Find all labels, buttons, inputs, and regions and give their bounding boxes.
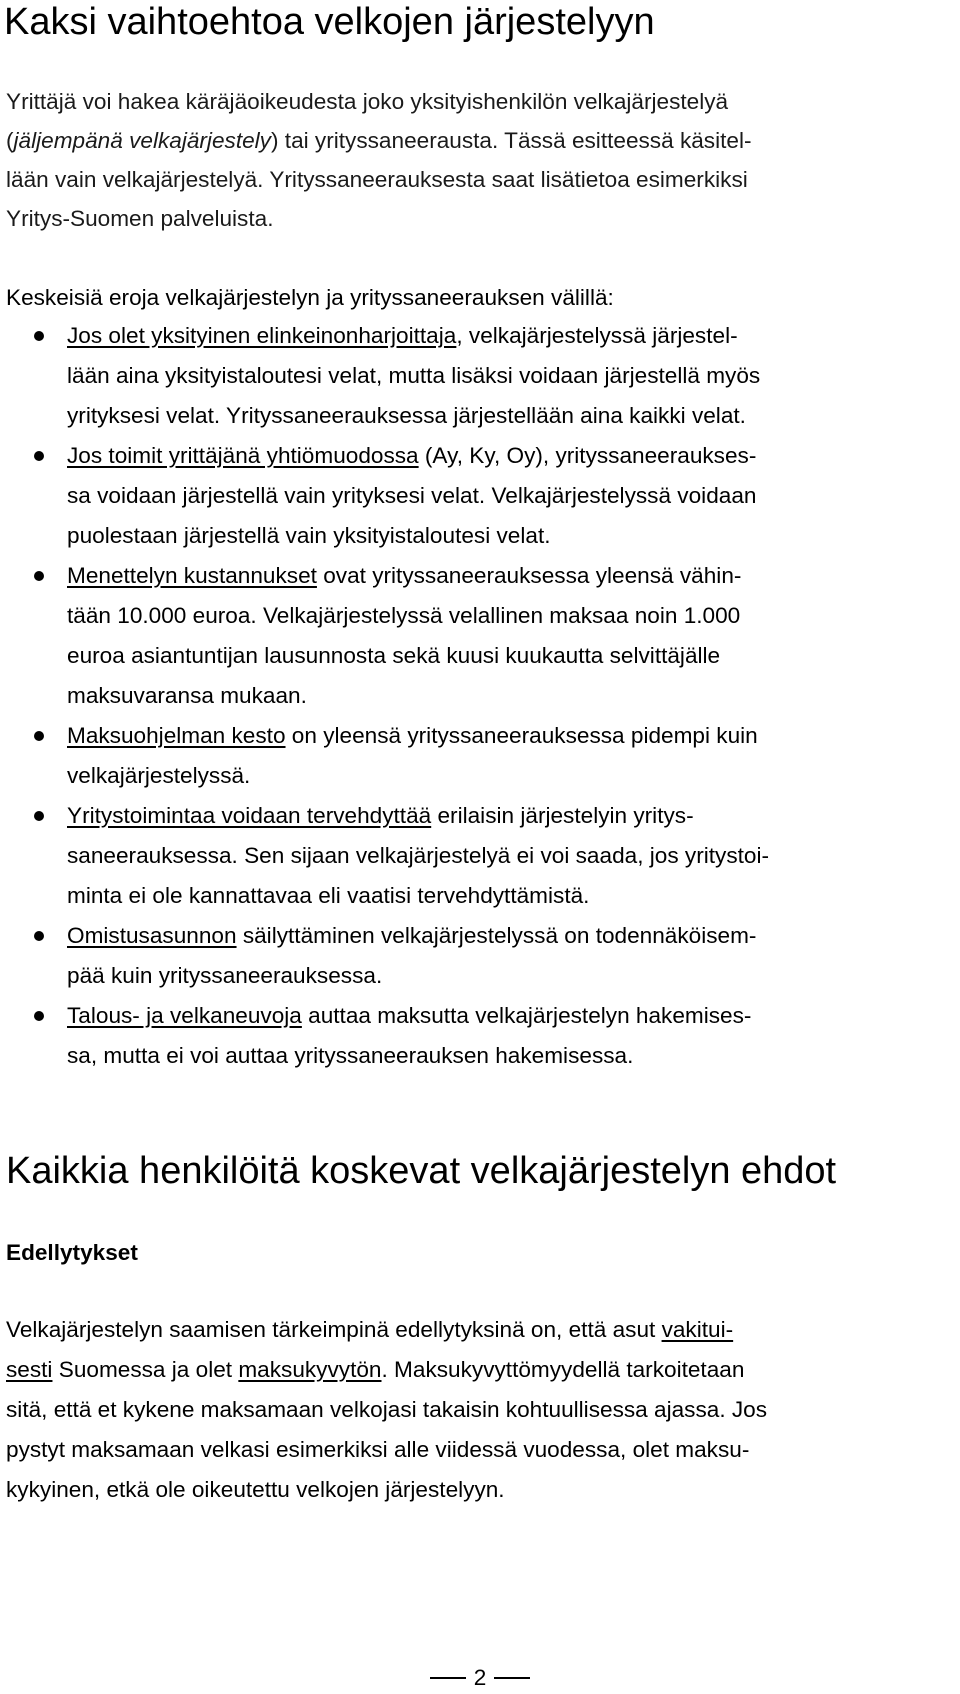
link-payment-duration[interactable]: Maksuohjelman kesto — [67, 723, 286, 748]
bullet-icon — [34, 731, 44, 741]
bullet-icon — [34, 571, 44, 581]
link-permanent-residence[interactable]: vakitui- — [661, 1317, 734, 1342]
list-item: Yritystoimintaa voidaan tervehdyttää erilaisin järjestelyin yritys- saneerauksessa. Sen sijaan velkajärjestelyä ei voi saada, jos yritystoi- minta ei ole kannattavaa eli vaatisi tervehdyttämistä. — [0, 796, 960, 916]
bullet-icon — [34, 1011, 44, 1021]
list-item: Jos olet yksityinen elinkeinonharjoittaja, velkajärjestelyssä järjestel- lään aina yksityistaloutesi velat, mutta lisäksi voidaan järjestellä myös yrityksesi velat. Yrityssaneerauksessa järjestellään aina kaikki velat. — [0, 316, 960, 436]
list-item: Jos toimit yrittäjänä yhtiömuodossa (Ay, Ky, Oy), yrityssaneeraukses- sa voidaan järjestellä vain yrityksesi velat. Velkajärjestelyssä voidaan puolestaan järjestellä vain yksityistaloutesi velat. — [0, 436, 960, 556]
conditions-paragraph: Velkajärjestelyn saamisen tärkeimpinä edellytyksinä on, että asut vakitui- sesti Suomessa ja olet maksukyvytön. Maksukyvyttömyydellä tarkoitetaan sitä, että et kykene maksamaan velkojasi takaisin kohtuullisessa ajassa. Jos pystyt maksamaan velkasi esimerkiksi alle viidessä vuodessa, olet maksu- kykyinen, etkä ole oikeutettu velkojen järjestelyyn. — [6, 1317, 768, 1502]
bullet-icon — [34, 811, 44, 821]
link-owner-occupied-home[interactable]: Omistusasunnon — [67, 923, 237, 948]
intro-line: lään vain velkajärjestelyä. Yrityssaneerauksesta saat lisätietoa esimerkiksi — [6, 167, 748, 192]
link-company-form[interactable]: Jos toimit yrittäjänä yhtiömuodossa — [67, 443, 419, 468]
intro-line: (jäljempänä velkajärjestely) tai yrityssaneerausta. Tässä esitteessä käsitel- — [6, 128, 752, 153]
page-heading: Kaksi vaihtoehtoa velkojen järjestelyyn — [4, 1, 655, 43]
intro-line: Yrittäjä voi hakea käräjäoikeudesta joko yksityishenkilön velkajärjestelyä — [6, 89, 729, 114]
intro-paragraph — [6, 82, 946, 238]
bullet-icon — [34, 931, 44, 941]
bullet-icon — [34, 451, 44, 461]
link-sole-trader[interactable]: Jos olet yksityinen elinkeinonharjoittaja — [67, 323, 457, 348]
link-procedure-costs[interactable]: Menettelyn kustannukset — [67, 563, 317, 588]
subheading: Edellytykset — [6, 1240, 138, 1265]
list-item: Maksuohjelman kesto on yleensä yrityssaneerauksessa pidempi kuin velkajärjestelyssä. — [0, 716, 960, 796]
page-number: 2 — [0, 1663, 960, 1693]
bullet-icon — [34, 331, 44, 341]
list-item: Menettelyn kustannukset ovat yrityssaneerauksessa yleensä vähin- tään 10.000 euroa. Velkajärjestelyssä velallinen maksaa noin 1.000 euroa asiantuntijan lausunnosta sekä kuusi kuukautta selvittäjälle maksuvaransa mukaan. — [0, 556, 960, 716]
link-permanent-residence-cont[interactable]: sesti — [6, 1357, 53, 1382]
section-heading: Kaikkia henkilöitä koskevat velkajärjestelyn ehdot — [6, 1150, 837, 1192]
link-insolvent[interactable]: maksukyvytön — [238, 1357, 382, 1382]
differences-lead: Keskeisiä eroja velkajärjestelyn ja yrityssaneerauksen välillä: — [6, 285, 614, 310]
dash-right — [494, 1677, 530, 1679]
intro-line: Yritys-Suomen palveluista. — [6, 206, 274, 231]
link-debt-advisor[interactable]: Talous- ja velkaneuvoja — [67, 1003, 302, 1028]
intro-italic-term: jäljempänä velkajärjestely — [13, 128, 271, 153]
list-item: Talous- ja velkaneuvoja auttaa maksutta velkajärjestelyn hakemises- sa, mutta ei voi auttaa yrityssaneerauksen hakemisessa. — [0, 996, 960, 1076]
dash-left — [430, 1677, 466, 1679]
link-restructuring[interactable]: Yritystoimintaa voidaan tervehdyttää — [67, 803, 432, 828]
list-item: Omistusasunnon säilyttäminen velkajärjestelyssä on todennäköisem- pää kuin yrityssaneerauksessa. — [0, 916, 960, 996]
differences-list — [0, 316, 960, 1076]
